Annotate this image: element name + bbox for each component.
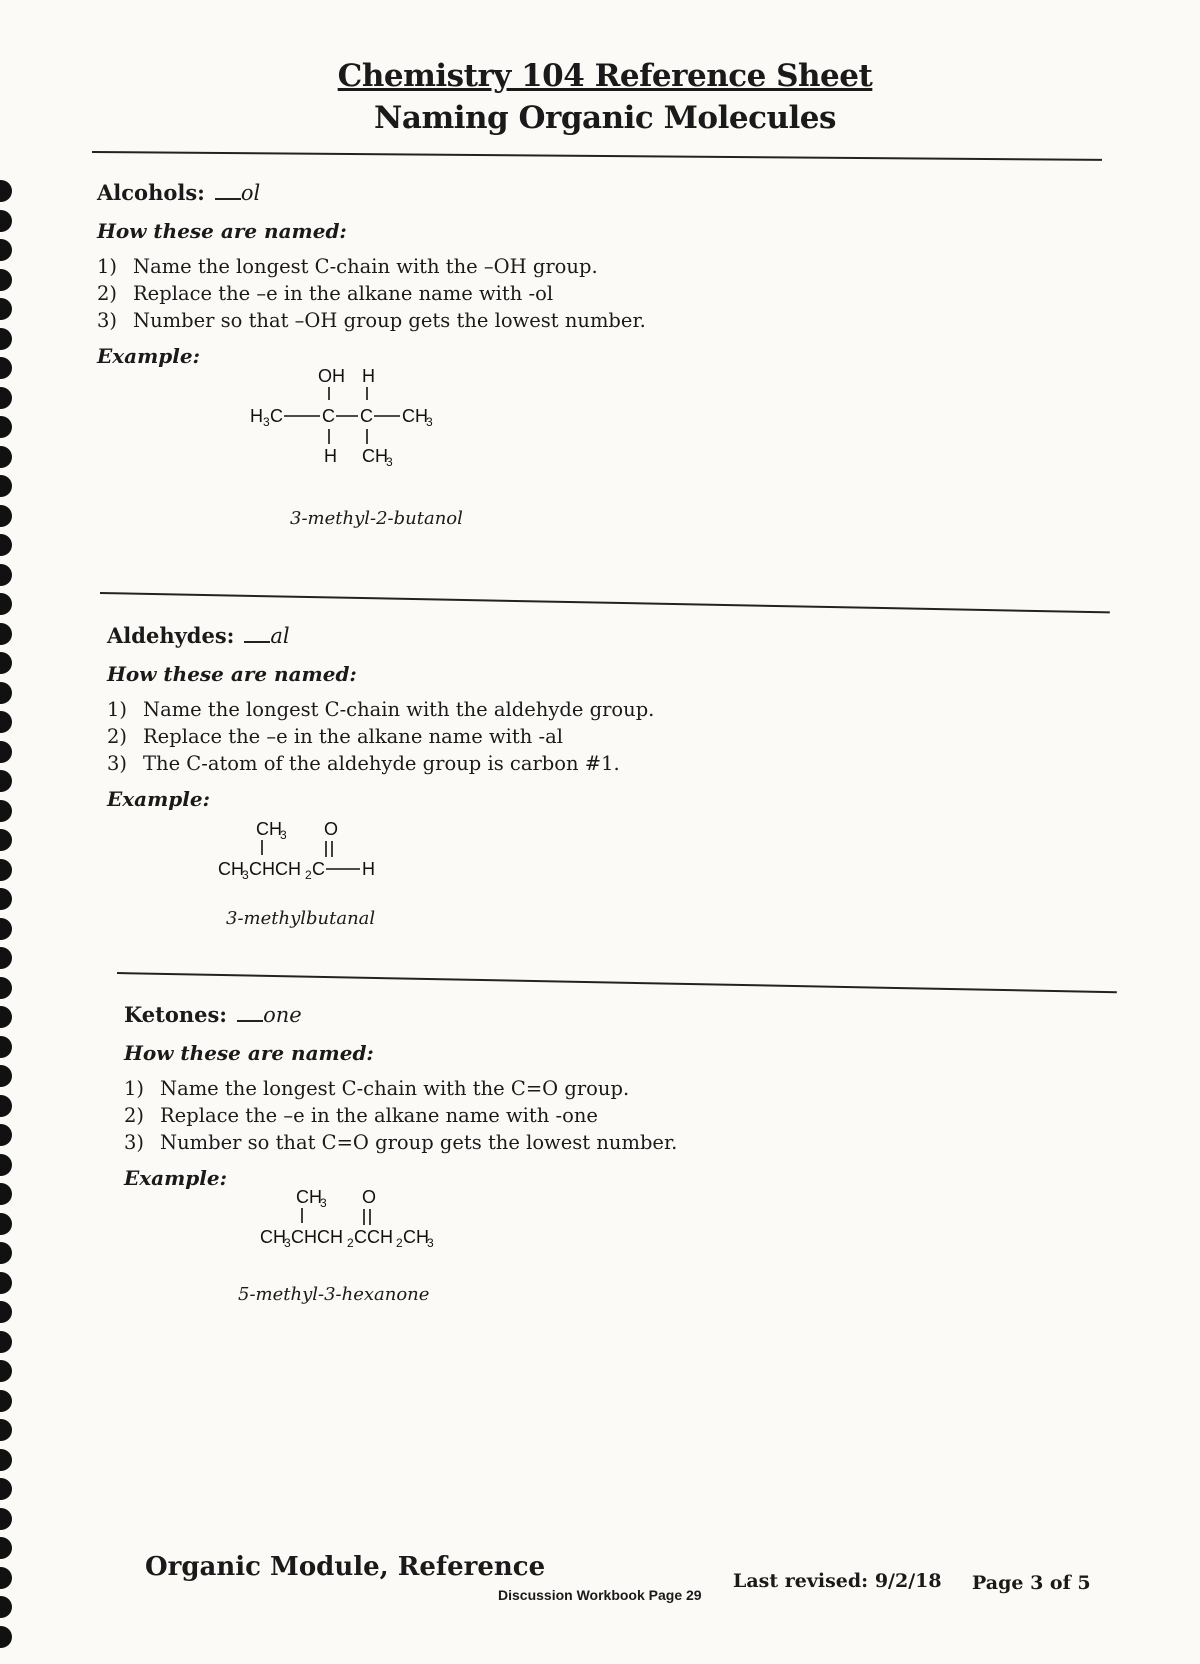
spiral-coil bbox=[0, 1419, 12, 1441]
spiral-coil bbox=[0, 1360, 12, 1382]
svg-text:3: 3 bbox=[386, 455, 393, 469]
blank-line bbox=[244, 641, 270, 643]
ketones-section bbox=[124, 1002, 677, 1190]
step-number: 2) bbox=[97, 282, 118, 305]
list-item bbox=[107, 723, 654, 750]
step-text: Number so that C=O group gets the lowest number. bbox=[160, 1131, 678, 1154]
svg-text:CH: CH bbox=[402, 406, 428, 426]
footer-workbook-page: Discussion Workbook Page 29 bbox=[498, 1587, 702, 1603]
spiral-coil bbox=[0, 387, 12, 409]
svg-text:CH: CH bbox=[403, 1227, 429, 1247]
spiral-coil bbox=[0, 1596, 12, 1618]
list-item bbox=[97, 280, 646, 307]
spiral-coil bbox=[0, 534, 12, 556]
svg-text:C: C bbox=[312, 859, 325, 879]
footer-module: Organic Module, Reference bbox=[145, 1552, 546, 1582]
spiral-coil bbox=[0, 357, 12, 379]
spiral-coil bbox=[0, 888, 12, 910]
spiral-coil bbox=[0, 1390, 12, 1412]
svg-text:2: 2 bbox=[305, 868, 312, 882]
page-subtitle: Naming Organic Molecules bbox=[374, 100, 836, 136]
svg-text:C: C bbox=[270, 406, 283, 426]
spiral-coil bbox=[0, 1036, 12, 1058]
naming-steps bbox=[107, 696, 654, 777]
alcohols-section bbox=[97, 180, 646, 368]
spiral-coil bbox=[0, 1124, 12, 1146]
spiral-coil bbox=[0, 1331, 12, 1353]
list-item bbox=[124, 1075, 677, 1102]
spiral-coil bbox=[0, 947, 12, 969]
svg-text:O: O bbox=[324, 819, 339, 839]
section-title: Ketones: bbox=[124, 1002, 228, 1027]
spiral-coil bbox=[0, 623, 12, 645]
spiral-coil bbox=[0, 1065, 12, 1087]
spiral-coil bbox=[0, 1154, 12, 1176]
section-suffix: ol bbox=[240, 181, 261, 205]
spiral-coil bbox=[0, 652, 12, 674]
spiral-coil bbox=[0, 446, 12, 468]
svg-text:3: 3 bbox=[426, 415, 433, 429]
spiral-coil bbox=[0, 1095, 12, 1117]
divider bbox=[117, 972, 1117, 993]
section-suffix: one bbox=[263, 1003, 302, 1027]
step-number: 2) bbox=[107, 725, 128, 748]
svg-text:CH: CH bbox=[218, 859, 244, 879]
svg-text:CCH: CCH bbox=[354, 1227, 393, 1247]
spiral-coil bbox=[0, 1242, 12, 1264]
spiral-coil bbox=[0, 682, 12, 704]
step-text: Name the longest C-chain with the aldehyde group. bbox=[143, 698, 655, 721]
list-item bbox=[107, 750, 654, 777]
list-item bbox=[124, 1129, 677, 1156]
svg-text:3: 3 bbox=[280, 828, 287, 842]
example-caption: 3-methyl-2-butanol bbox=[290, 508, 463, 529]
spiral-coil bbox=[0, 711, 12, 733]
spiral-coil bbox=[0, 741, 12, 763]
svg-text:CH: CH bbox=[256, 819, 282, 839]
footer-revised: Last revised: 9/2/18 bbox=[733, 1570, 942, 1592]
svg-text:CH: CH bbox=[296, 1187, 322, 1207]
step-number: 1) bbox=[124, 1077, 145, 1100]
ketone-structure bbox=[260, 1183, 470, 1263]
example-caption: 3-methylbutanal bbox=[226, 908, 376, 929]
step-text: The C-atom of the aldehyde group is carbon #1. bbox=[143, 752, 620, 775]
aldehydes-section bbox=[107, 623, 654, 811]
spiral-coil bbox=[0, 977, 12, 999]
step-number: 2) bbox=[124, 1104, 145, 1127]
section-heading bbox=[97, 180, 646, 205]
spiral-coil bbox=[0, 505, 12, 527]
how-named-label: How these are named: bbox=[97, 219, 347, 243]
spiral-coil bbox=[0, 593, 12, 615]
step-text: Name the longest C-chain with the C=O group. bbox=[160, 1077, 630, 1100]
naming-steps bbox=[97, 253, 646, 334]
spiral-coil bbox=[0, 1301, 12, 1323]
page-header bbox=[0, 58, 1200, 136]
svg-text:CH: CH bbox=[260, 1227, 286, 1247]
spiral-coil bbox=[0, 210, 12, 232]
step-text: Replace the –e in the alkane name with -ol bbox=[133, 282, 554, 305]
spiral-coil bbox=[0, 918, 12, 940]
how-named-label: How these are named: bbox=[124, 1041, 374, 1065]
spiral-coil bbox=[0, 1006, 12, 1028]
section-title: Alcohols: bbox=[97, 180, 205, 205]
step-text: Number so that –OH group gets the lowest number. bbox=[133, 309, 646, 332]
svg-text:H: H bbox=[324, 446, 337, 466]
list-item bbox=[124, 1102, 677, 1129]
svg-text:3: 3 bbox=[242, 868, 249, 882]
example-caption: 5-methyl-3-hexanone bbox=[238, 1284, 430, 1305]
spiral-coil bbox=[0, 298, 12, 320]
section-suffix: al bbox=[270, 624, 290, 648]
example-label: Example: bbox=[124, 1166, 227, 1190]
spiral-binding bbox=[0, 180, 20, 1660]
list-item bbox=[97, 307, 646, 334]
spiral-coil bbox=[0, 1478, 12, 1500]
spiral-coil bbox=[0, 416, 12, 438]
blank-line bbox=[215, 198, 241, 200]
svg-text:2: 2 bbox=[347, 1236, 354, 1250]
svg-text:3: 3 bbox=[284, 1236, 291, 1250]
svg-text:H: H bbox=[362, 859, 375, 879]
spiral-coil bbox=[0, 1567, 12, 1589]
list-item bbox=[97, 253, 646, 280]
blank-line bbox=[237, 1020, 263, 1022]
spiral-coil bbox=[0, 1213, 12, 1235]
step-number: 1) bbox=[107, 698, 128, 721]
svg-text:CH: CH bbox=[362, 446, 388, 466]
spiral-coil bbox=[0, 328, 12, 350]
divider bbox=[100, 592, 1110, 613]
page-title: Chemistry 104 Reference Sheet bbox=[337, 58, 873, 94]
spiral-coil bbox=[0, 770, 12, 792]
spiral-coil bbox=[0, 269, 12, 291]
svg-text:2: 2 bbox=[396, 1236, 403, 1250]
spiral-coil bbox=[0, 1449, 12, 1471]
spiral-coil bbox=[0, 180, 12, 202]
step-number: 3) bbox=[124, 1131, 145, 1154]
step-text: Replace the –e in the alkane name with -al bbox=[143, 725, 563, 748]
aldehyde-structure bbox=[218, 815, 418, 895]
svg-text:H: H bbox=[362, 366, 375, 386]
spiral-coil bbox=[0, 1183, 12, 1205]
spiral-coil bbox=[0, 239, 12, 261]
svg-text:3: 3 bbox=[320, 1196, 327, 1210]
naming-steps bbox=[124, 1075, 677, 1156]
svg-text:O: O bbox=[362, 1187, 377, 1207]
svg-text:C: C bbox=[360, 406, 373, 426]
spiral-coil bbox=[0, 1626, 12, 1648]
svg-text:3: 3 bbox=[263, 415, 270, 429]
alcohol-structure bbox=[250, 362, 470, 482]
spiral-coil bbox=[0, 1508, 12, 1530]
how-named-label: How these are named: bbox=[107, 662, 357, 686]
spiral-coil bbox=[0, 859, 12, 881]
svg-text:3: 3 bbox=[427, 1236, 434, 1250]
svg-text:CHCH: CHCH bbox=[249, 859, 301, 879]
step-number: 1) bbox=[97, 255, 118, 278]
svg-text:H: H bbox=[250, 406, 263, 426]
spiral-coil bbox=[0, 1537, 12, 1559]
list-item bbox=[107, 696, 654, 723]
spiral-coil bbox=[0, 829, 12, 851]
svg-text:C: C bbox=[322, 406, 335, 426]
spiral-coil bbox=[0, 1272, 12, 1294]
spiral-coil bbox=[0, 475, 12, 497]
footer-page-number: Page 3 of 5 bbox=[972, 1572, 1091, 1594]
example-label: Example: bbox=[107, 787, 210, 811]
divider bbox=[92, 151, 1102, 161]
spiral-coil bbox=[0, 564, 12, 586]
step-text: Replace the –e in the alkane name with -one bbox=[160, 1104, 598, 1127]
svg-text:OH: OH bbox=[318, 366, 345, 386]
step-text: Name the longest C-chain with the –OH group. bbox=[133, 255, 598, 278]
spiral-coil bbox=[0, 800, 12, 822]
step-number: 3) bbox=[107, 752, 128, 775]
svg-text:CHCH: CHCH bbox=[291, 1227, 343, 1247]
step-number: 3) bbox=[97, 309, 118, 332]
section-heading bbox=[124, 1002, 677, 1027]
section-heading bbox=[107, 623, 654, 648]
example-label: Example: bbox=[97, 344, 200, 368]
section-title: Aldehydes: bbox=[107, 623, 235, 648]
